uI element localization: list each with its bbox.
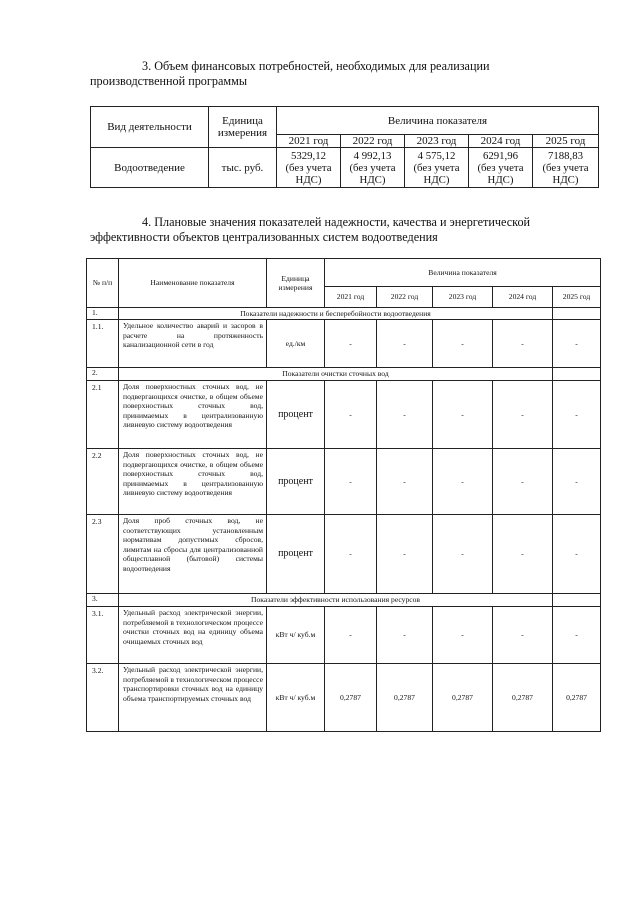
value-cell: - bbox=[325, 381, 377, 449]
table-row bbox=[87, 320, 601, 368]
header-year: 2022 год bbox=[341, 135, 405, 148]
header-num: № п/п bbox=[87, 259, 119, 308]
row-number: 3.2. bbox=[87, 664, 119, 732]
value-cell: 0,2787 bbox=[493, 664, 553, 732]
section-3-title-line1: Объем финансовых потребностей, необходимых для реализации bbox=[154, 59, 490, 73]
value-cell: - bbox=[377, 449, 433, 515]
value-cell: - bbox=[553, 515, 601, 594]
section-4-title-line2: эффективности объектов централизованных систем водоотведения bbox=[90, 230, 438, 244]
section-row bbox=[87, 368, 601, 381]
value-cell: 4 992,13 (без учета НДС) bbox=[341, 148, 405, 188]
table-row bbox=[87, 515, 601, 594]
header-year: 2021 год bbox=[277, 135, 341, 148]
unit-cell: процент bbox=[267, 515, 325, 594]
row-number: 1.1. bbox=[87, 320, 119, 368]
unit-cell: ед./км bbox=[267, 320, 325, 368]
activity-cell: Водоотведение bbox=[91, 148, 209, 188]
section-4-heading bbox=[90, 215, 598, 245]
value-cell: - bbox=[433, 449, 493, 515]
value-cell: 0,2787 bbox=[553, 664, 601, 732]
value-cell: - bbox=[553, 381, 601, 449]
unit-cell: тыс. руб. bbox=[209, 148, 277, 188]
table-row bbox=[91, 148, 599, 188]
indicator-name: Удельный расход электрической энергии, потребляемой в технологическом процессе транспортировки сточных вод на единицу объема транспортируемых сточных вод bbox=[119, 664, 267, 732]
section-4-title-line1: Плановые значения показателей надежности, качества и энергетической bbox=[154, 215, 531, 229]
header-name: Наименование показателя bbox=[119, 259, 267, 308]
value-cell: - bbox=[325, 607, 377, 664]
value-cell: - bbox=[377, 515, 433, 594]
indicators-table bbox=[86, 258, 601, 732]
value-cell: - bbox=[493, 515, 553, 594]
value-cell: - bbox=[325, 515, 377, 594]
value-cell: - bbox=[433, 381, 493, 449]
header-year: 2023 год bbox=[433, 287, 493, 308]
section-4-number: 4. bbox=[142, 215, 152, 229]
value-cell: 0,2787 bbox=[433, 664, 493, 732]
header-unit: Единица измерения bbox=[267, 259, 325, 308]
value-cell: - bbox=[433, 607, 493, 664]
value-cell: 0,2787 bbox=[325, 664, 377, 732]
unit-cell: процент bbox=[267, 449, 325, 515]
header-year: 2025 год bbox=[553, 287, 601, 308]
row-number: 2.3 bbox=[87, 515, 119, 594]
value-cell: - bbox=[377, 607, 433, 664]
value-cell: - bbox=[433, 320, 493, 368]
header-value: Величина показателя bbox=[325, 259, 601, 287]
table-row bbox=[87, 381, 601, 449]
section-title: Показатели очистки сточных вод bbox=[119, 368, 553, 381]
section-3-heading bbox=[90, 59, 598, 89]
indicator-name: Доля поверхностных сточных вод, не подвергающихся очистке, в общем объеме поверхностных сточных вод, принимаемых в централизованную ливневую систему водоотведения bbox=[119, 381, 267, 449]
value-cell: - bbox=[433, 515, 493, 594]
indicator-name: Удельное количество аварий и засоров в расчете на протяженность канализационной сети в год bbox=[119, 320, 267, 368]
header-year: 2022 год bbox=[377, 287, 433, 308]
value-cell: 0,2787 bbox=[377, 664, 433, 732]
value-cell: - bbox=[493, 381, 553, 449]
row-number: 2.2 bbox=[87, 449, 119, 515]
value-cell: - bbox=[493, 607, 553, 664]
row-number: 3.1. bbox=[87, 607, 119, 664]
section-title: Показатели надежности и бесперебойности водоотведения bbox=[119, 308, 553, 320]
table-row bbox=[87, 664, 601, 732]
header-unit: Единица измерения bbox=[209, 107, 277, 148]
indicator-name: Удельный расход электрической энергии, потребляемой в технологическом процессе очистки сточных вод на единицу объема очищаемых сточных вод bbox=[119, 607, 267, 664]
financial-needs-table bbox=[90, 106, 599, 188]
unit-cell: кВт ч/ куб.м bbox=[267, 664, 325, 732]
section-title: Показатели эффективности использования ресурсов bbox=[119, 594, 553, 607]
unit-cell: процент bbox=[267, 381, 325, 449]
value-cell: - bbox=[553, 607, 601, 664]
row-number: 2.1 bbox=[87, 381, 119, 449]
value-cell: - bbox=[553, 320, 601, 368]
section-3-number: 3. bbox=[142, 59, 152, 73]
unit-cell: кВт ч/ куб.м bbox=[267, 607, 325, 664]
section-row bbox=[87, 308, 601, 320]
section-number: 1. bbox=[87, 308, 119, 320]
value-cell: - bbox=[553, 449, 601, 515]
value-cell: - bbox=[325, 320, 377, 368]
section-row bbox=[87, 594, 601, 607]
header-year: 2024 год bbox=[493, 287, 553, 308]
header-value: Величина показателя bbox=[277, 107, 599, 135]
value-cell: 5329,12 (без учета НДС) bbox=[277, 148, 341, 188]
value-cell: 7188,83 (без учета НДС) bbox=[533, 148, 599, 188]
section-number: 2. bbox=[87, 368, 119, 381]
value-cell: - bbox=[325, 449, 377, 515]
value-cell: 4 575,12 (без учета НДС) bbox=[405, 148, 469, 188]
indicator-name: Доля проб сточных вод, не соответствующих установленным нормативам допустимых сбросов, лимитам на сбросы для централизованной общесплавной (бытовой) системы водоотведения bbox=[119, 515, 267, 594]
header-year: 2021 год bbox=[325, 287, 377, 308]
value-cell: 6291,96 (без учета НДС) bbox=[469, 148, 533, 188]
value-cell: - bbox=[493, 449, 553, 515]
header-activity: Вид деятельности bbox=[91, 107, 209, 148]
header-year: 2024 год bbox=[469, 135, 533, 148]
header-year: 2023 год bbox=[405, 135, 469, 148]
table-row bbox=[87, 449, 601, 515]
table-row bbox=[87, 607, 601, 664]
value-cell: - bbox=[493, 320, 553, 368]
section-3-title-line2: производственной программы bbox=[90, 74, 248, 88]
value-cell: - bbox=[377, 381, 433, 449]
value-cell: - bbox=[377, 320, 433, 368]
section-number: 3. bbox=[87, 594, 119, 607]
header-year: 2025 год bbox=[533, 135, 599, 148]
indicator-name: Доля поверхностных сточных вод, не подвергающихся очистке, в общем объеме поверхностных сточных вод, принимаемых в централизованную ливневую систему водоотведения bbox=[119, 449, 267, 515]
